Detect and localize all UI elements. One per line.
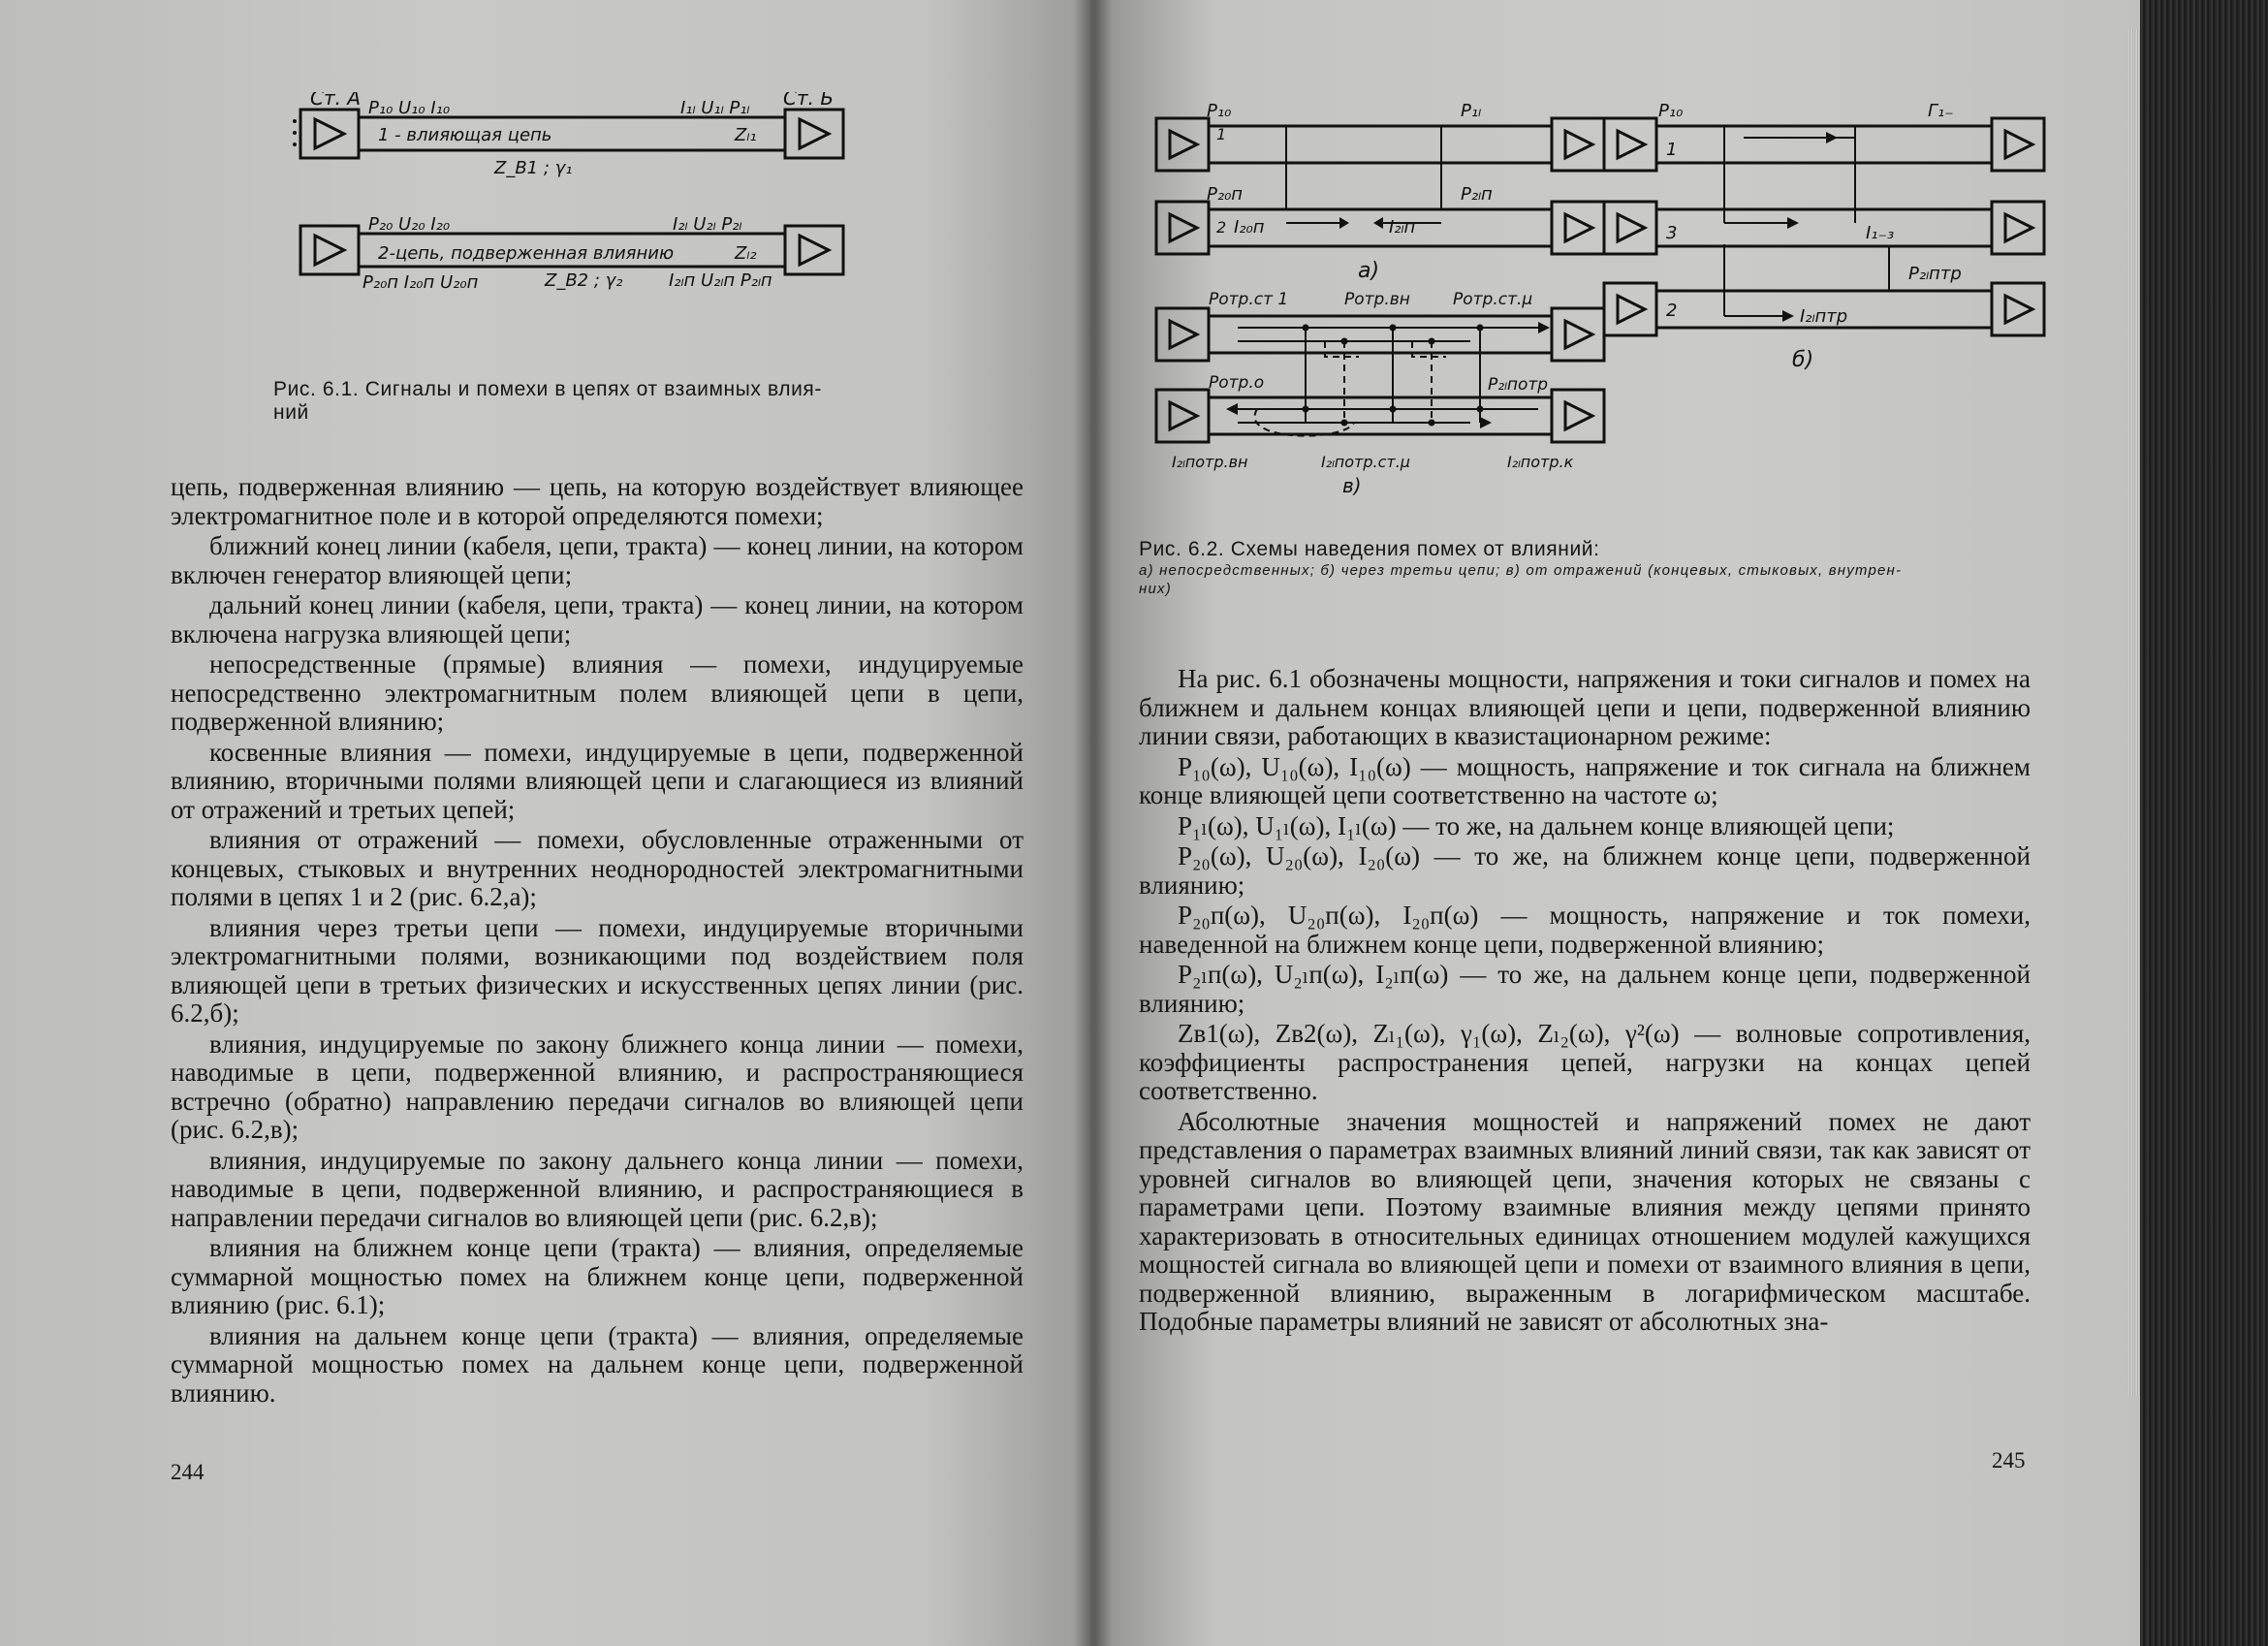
line2-load: Zₗ₂ — [735, 243, 757, 264]
line2-near-noise: P₂₀п I₂₀п U₂₀п — [362, 272, 479, 293]
fig-b-line-2: 2 — [1666, 301, 1678, 321]
fig-v-potro: Pотр.о — [1209, 373, 1265, 393]
line2-near-quantities: P₂₀ U₂₀ I₂₀ — [368, 214, 451, 235]
fig-a-p20n: P₂₀п — [1207, 184, 1244, 205]
figure-6-2b — [1598, 97, 2122, 378]
figure-6-2-caption-main: Рис. 6.2. Схемы наведения помех от влияний: — [1139, 538, 1600, 560]
fig-b-line-1: 1 — [1666, 140, 1678, 160]
fig-a-line-2: 2 — [1216, 218, 1227, 237]
figure-6-2v-diagram — [1150, 287, 1674, 500]
line1-impedance: Z_B1 ; γ₁ — [494, 158, 573, 178]
fig-b-i13: I₁₋₃ — [1866, 223, 1895, 243]
fig-a-p10: P₁₀ — [1207, 101, 1232, 121]
body-paragraph: Абсолютные значения мощностей и напряжений помех не дают представления о параметрах взаимных влияний линий связи, так как зависят от уровней сигналов во влияющей цепи, значения которых не связаны с параметрами цепи. Поэтому взаимные влияния между цепями принято характеризовать в относительных единицах отношением модулей кажущихся мощностей сигнала во влияющей цепи и помехи от взаимного влияния в цепи, подверженной влиянию, выраженным в логарифмическом масштабе. Подобные параметры влияний не зависят от абсолютных зна- — [1139, 1106, 2031, 1336]
body-paragraph: P₁₀(ω), U₁₀(ω), I₁₀(ω) — мощность, напряжение и ток сигнала на ближнем конце влияющей цепи соответственно на частоте ω; — [1139, 751, 2031, 809]
fig-b-p2l-ptr: P₂ₗптр — [1908, 264, 1962, 284]
definition-paragraph: влияния, индуцируемые по закону ближнего конца линии — помехи, наводимые в цепи, подверженной влиянию, и распространяющиеся встречно (обратно) направлению передачи сигналов во влияющей цепи (рис. 6.2,в); — [171, 1029, 1024, 1144]
fig-b-label: б) — [1792, 348, 1814, 372]
fig-v-label: в) — [1342, 474, 1362, 497]
definition-paragraph: влияния от отражений — помехи, обусловленные отраженными от концевых, стыковых и внутренних неоднородностей электромагнитными полями в цепях 1 и 2 (рис. 6.2,а); — [171, 825, 1024, 911]
figure-6-1-diagram — [281, 92, 901, 315]
fig-b-i2l-ptr: I₂ₗптр — [1800, 306, 1848, 327]
figure-6-1-caption-line1: Рис. 6.1. Сигналы и помехи в цепях от взаимных влия- — [273, 378, 822, 400]
fig-v-i-potr-stu: I₂ₗпотр.ст.μ — [1321, 453, 1410, 471]
fig-a-p1l: P₁ₗ — [1461, 101, 1482, 121]
line2-far-noise: I₂ₗп U₂ₗп P₂ₗп — [669, 270, 772, 291]
fig-v-p2l-potr: P₂ₗпотр — [1488, 375, 1549, 395]
figure-6-2-caption — [1139, 538, 2040, 598]
fig-b-p10: P₁₀ — [1658, 101, 1684, 121]
body-paragraph: На рис. 6.1 обозначены мощности, напряжения и токи сигналов и помех на ближнем и дальнем концах влияющей цепи и цепи, подверженной влиянию линии связи, работающих в квазистационарном режиме: — [1139, 664, 2031, 750]
definition-paragraph: непосредственные (прямые) влияния — помехи, индуцируемые непосредственно электромагнитным полем влияющей цепи в цепи, подверженной влиянию; — [171, 649, 1024, 736]
fig-v-potr-st1: Pотр.ст 1 — [1209, 290, 1289, 309]
figure-6-1 — [281, 92, 901, 315]
body-paragraph: P₂₀п(ω), U₂₀п(ω), I₂₀п(ω) — мощность, напряжение и ток помехи, наведенной на ближнем конце цепи, подверженной влиянию; — [1139, 901, 2031, 959]
figure-6-2-caption-sub-line1: а) непосредственных; б) через третьи цепи; в) от отражений (концевых, стыковых, внутрен- — [1139, 562, 1903, 579]
figure-6-2a-diagram — [1150, 97, 1674, 291]
right-page — [1090, 0, 2140, 1646]
definition-paragraph: ближний конец линии (кабеля, цепи, тракта) — конец линии, на котором включен генератор влияющей цепи; — [171, 531, 1024, 589]
figure-6-2a — [1150, 97, 1674, 291]
line1-near-quantities: P₁₀ U₁₀ I₁₀ — [368, 98, 451, 118]
figure-6-1-caption — [273, 378, 894, 425]
book-spine-shadow — [1074, 0, 1113, 1646]
body-paragraph: P₂ₗп(ω), U₂ₗп(ω), I₂ₗп(ω) — то же, на дальнем конце цепи, подверженной влиянию; — [1139, 960, 2031, 1018]
definition-paragraph: влияния, индуцируемые по закону дальнего конца линии — помехи, наводимые в цепи, подверженной влиянию, и распространяющиеся в направлении передачи сигналов во влияющей цепи (рис. 6.2,в); — [171, 1145, 1024, 1232]
line1-name: 1 - влияющая цепь — [378, 125, 552, 145]
body-paragraph: Zв1(ω), Zв2(ω), Zₗ₁(ω), γ₁(ω), Zₗ₂(ω), γ²(ω) — волновые сопротивления, коэффициенты распространения цепей, нагрузки на концах цепей соответственно. — [1139, 1019, 2031, 1105]
book-cover-edge — [2140, 0, 2268, 1646]
figure-6-1-caption-line2: ний — [273, 401, 309, 424]
line1-far-quantities: I₁ₗ U₁ₗ P₁ₗ — [680, 98, 750, 118]
fig-b-line-3: 3 — [1666, 223, 1678, 243]
right-body-text — [1139, 665, 2031, 1339]
fig-a-p2ln: P₂ₗп — [1461, 184, 1493, 205]
figure-6-2-caption-sub-line2: них) — [1139, 581, 1172, 597]
fig-a-label: а) — [1358, 259, 1380, 283]
line2-name: 2-цепь, подверженная влиянию — [378, 243, 675, 264]
body-paragraph: P₂₀(ω), U₂₀(ω), I₂₀(ω) — то же, на ближнем конце цепи, подверженной влиянию; — [1139, 841, 2031, 900]
fig-a-i20n: I₂₀п — [1234, 217, 1265, 237]
figure-6-2b-diagram — [1598, 97, 2122, 378]
station-a-label: Ст. А — [310, 92, 362, 110]
line1-load: Zₗ₁ — [735, 125, 757, 145]
definition-paragraph: влияния через третьи цепи — помехи, индуцируемые вторичными электромагнитными полями, возникающими под воздействием поля влияющей цепи в третьих физических и искусственных цепях линии (рис. 6.2,б); — [171, 912, 1024, 1028]
left-body-text — [171, 473, 1024, 1409]
fig-v-potr-stu: Pотр.ст.μ — [1453, 290, 1533, 309]
page-number-right: 245 — [1992, 1448, 2026, 1472]
page-number-left: 244 — [171, 1460, 205, 1484]
figure-6-2v — [1150, 287, 1674, 500]
fig-v-potr-vn: Pотр.вн — [1344, 290, 1410, 309]
fig-v-i-potr-vn: I₂ₗпотр.вн — [1172, 453, 1248, 471]
definition-paragraph: влияния на дальнем конце цепи (тракта) — влияния, определяемые суммарной мощностью помех на дальнем конце цепи, подверженной влиянию. — [171, 1320, 1024, 1408]
fig-b-top-right: Г₁₋ — [1928, 101, 1954, 121]
definition-paragraph: косвенные влияния — помехи, индуцируемые в цепи, подверженной влиянию, вторичными полями влияющей цепи и слагающиеся из влияний от отражений и третьих цепей; — [171, 737, 1024, 824]
definition-paragraph: цепь, подверженная влиянию — цепь, на которую воздействует влияющее электромагнитное поле и в которой определяются помехи; — [171, 472, 1024, 530]
line2-far-quantities: I₂ₗ U₂ₗ P₂ₗ — [673, 214, 742, 235]
definition-paragraph: влияния на ближнем конце цепи (тракта) — влияния, определяемые суммарной мощностью помех на ближнем конце цепи, подверженной влиянию (рис. 6.1); — [171, 1233, 1024, 1319]
station-b-label: Ст. Б — [783, 92, 835, 110]
line2-impedance: Z_B2 ; γ₂ — [545, 270, 623, 291]
definition-paragraph: дальний конец линии (кабеля, цепи, тракта) — конец линии, на котором включена нагрузка влияющей цепи; — [171, 590, 1024, 649]
fig-a-i2ln: I₂ₗп — [1389, 217, 1416, 237]
fig-a-line-1: 1 — [1216, 125, 1227, 143]
fig-v-i-potr-k: I₂ₗпотр.к — [1507, 453, 1574, 471]
left-page — [0, 0, 1090, 1646]
body-paragraph: P₁ₗ(ω), U₁ₗ(ω), I₁ₗ(ω) — то же, на дальнем конце влияющей цепи; — [1178, 810, 1895, 840]
